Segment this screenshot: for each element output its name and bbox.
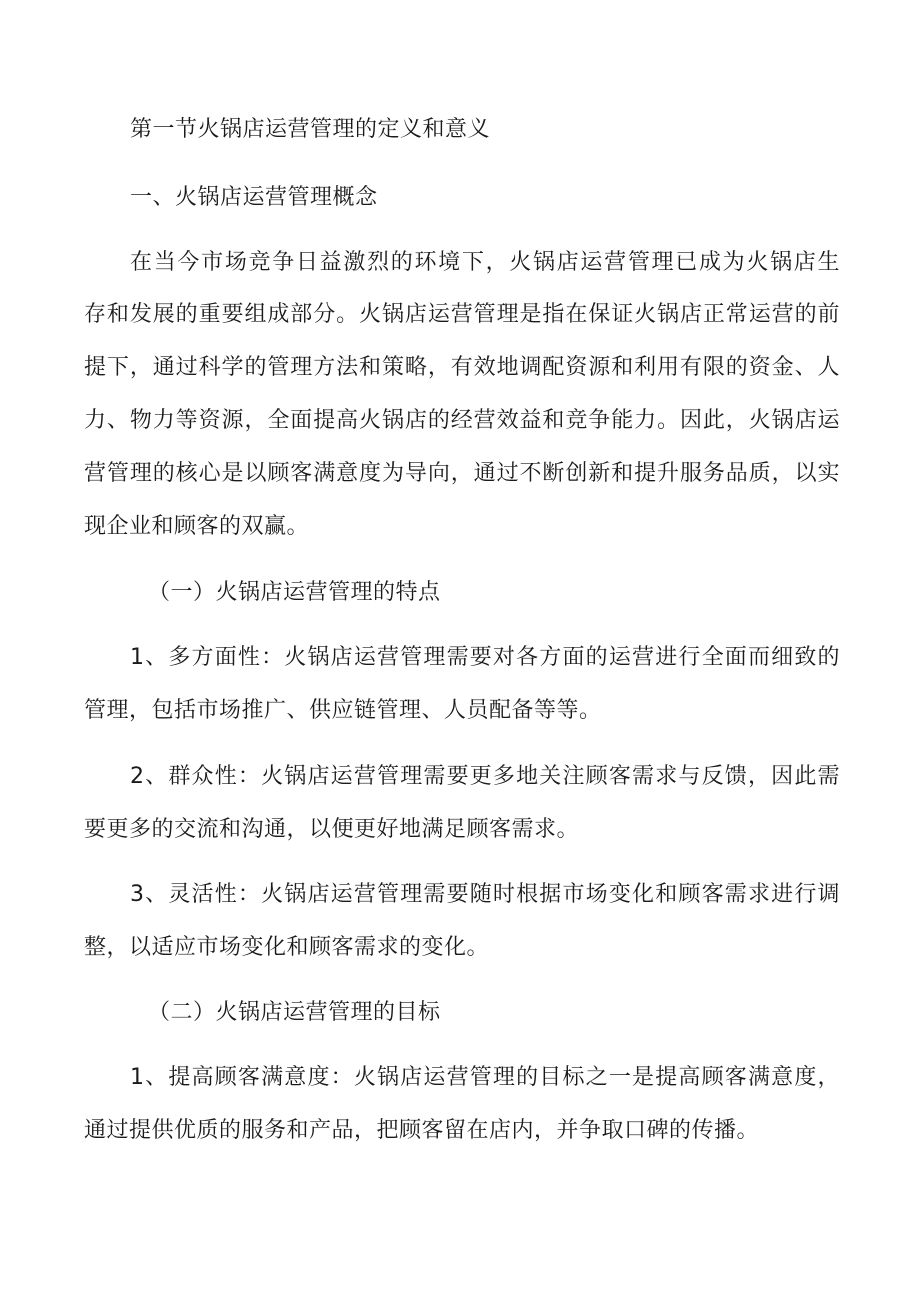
- paragraph-line: 通过提供优质的服务和产品，把顾客留在店内，并争取口碑的传播。: [84, 1118, 760, 1143]
- paragraph-line: 整，以适应市场变化和顾客需求的变化。: [84, 935, 490, 960]
- paragraph-line: 在当今市场竞争日益激烈的环境下，火锅店运营管理已成为火锅店生: [130, 250, 840, 275]
- heading-concept: 一、火锅店运营管理概念: [130, 185, 378, 210]
- paragraph-line: 现企业和顾客的双赢。: [84, 514, 310, 539]
- paragraph-line: 1、多方面性：火锅店运营管理需要对各方面的运营进行全面而细致的: [130, 645, 840, 670]
- paragraph-line: 营管理的核心是以顾客满意度为导向，通过不断创新和提升服务品质，以实: [84, 461, 840, 486]
- subheading-goals: （二）火锅店运营管理的目标: [148, 1000, 441, 1025]
- paragraph-line: 3、灵活性：火锅店运营管理需要随时根据市场变化和顾客需求进行调: [130, 882, 840, 907]
- section-title: 第一节火锅店运营管理的定义和意义: [130, 117, 491, 142]
- paragraph-line: 存和发展的重要组成部分。火锅店运营管理是指在保证火锅店正常运营的前: [84, 302, 840, 327]
- paragraph-line: 2、群众性：火锅店运营管理需要更多地关注顾客需求与反馈，因此需: [130, 764, 840, 789]
- paragraph-line: 1、提高顾客满意度：火锅店运营管理的目标之一是提高顾客满意度，: [130, 1065, 840, 1090]
- paragraph-line: 提下，通过科学的管理方法和策略，有效地调配资源和利用有限的资金、人: [84, 355, 840, 380]
- paragraph-line: 力、物力等资源，全面提高火锅店的经营效益和竞争能力。因此，火锅店运: [84, 408, 840, 433]
- subheading-features: （一）火锅店运营管理的特点: [148, 580, 441, 605]
- paragraph-line: 要更多的交流和沟通，以便更好地满足顾客需求。: [84, 817, 580, 842]
- paragraph-line: 管理，包括市场推广、供应链管理、人员配备等等。: [84, 698, 602, 723]
